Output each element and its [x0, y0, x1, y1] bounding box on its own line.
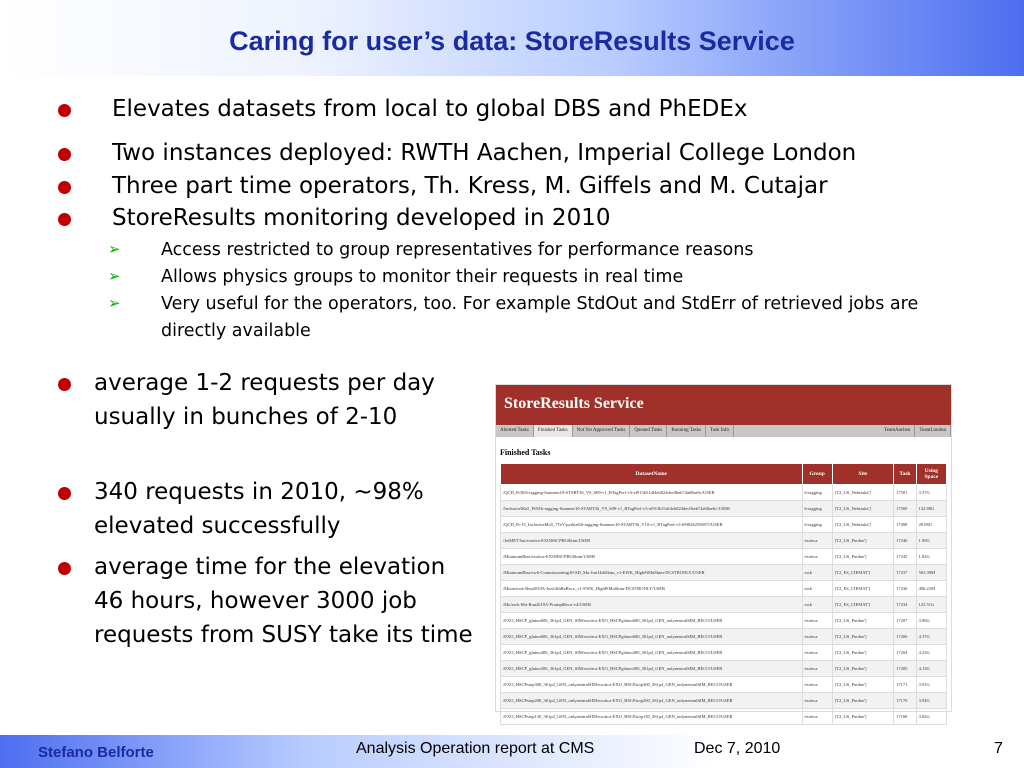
- table-cell[interactable]: /Muon/ewk-Run2010A-Jun14thReReco_v1-EWK_HighPtMuSkim-DCSTRONLY/USER: [501, 581, 803, 597]
- col-header: Task: [894, 464, 917, 485]
- table-cell: [T2_US_Purdue']: [832, 549, 893, 565]
- table-cell: [T2_US_Purdue']: [832, 661, 893, 677]
- table-cell: [T2_US_Purdue']: [832, 693, 893, 709]
- table-cell: 4.13G: [916, 661, 946, 677]
- table-cell: 1.90G: [916, 533, 946, 549]
- col-header: Using Space: [916, 464, 946, 485]
- table-row: [501, 613, 947, 629]
- table-row: [501, 485, 947, 501]
- table-cell: 3.94G: [916, 693, 946, 709]
- tab-queued[interactable]: Queued Tasks: [630, 425, 667, 437]
- table-row: [501, 677, 947, 693]
- subbullet-text: Access restricted to group representatives for performance reasons: [161, 240, 754, 260]
- screenshot-title: StoreResults Service: [504, 395, 644, 412]
- tab-not-yet-approved[interactable]: Not Yet Approved Tasks: [573, 425, 631, 437]
- table-cell: 17168: [894, 709, 917, 725]
- bullet-text: Two instances deployed: RWTH Aachen, Imperial College London: [112, 140, 857, 166]
- table-cell: [T2_US_Purdue']: [832, 709, 893, 725]
- footer-date: Dec 7, 2010: [694, 740, 781, 757]
- table-cell[interactable]: /InclusiveMu5_Pt50/b-tagging-Summer10-START36_V9_S09-v1_BTagPerf-v3-af913b51df4eb824dec0beb74a68ae6c/USER: [501, 501, 803, 517]
- slide-title: Caring for user’s data: StoreResults Service: [229, 26, 795, 56]
- table-cell: b-tagging: [802, 485, 832, 501]
- arrow-bullet-icon: ➢: [108, 294, 121, 312]
- tab-task-info[interactable]: Task Info: [706, 425, 734, 437]
- arrow-bullet-icon: ➢: [108, 267, 121, 285]
- table-cell: 17245: [894, 549, 917, 565]
- finished-tasks-table: [500, 463, 947, 725]
- left-bullet-text: average 1-2 requests per day usually in bunches of 2-10: [94, 370, 435, 430]
- table-cell: 496.22M: [916, 581, 946, 597]
- left-bullet-text: average time for the elevation 46 hours, however 3000 job requests from SUSY take its time: [94, 554, 473, 648]
- table-cell: exotica: [802, 613, 832, 629]
- table-cell: exotica: [802, 693, 832, 709]
- table-cell: 3.86G: [916, 613, 946, 629]
- table-cell: 17205: [894, 661, 917, 677]
- table-cell: 17501: [894, 485, 917, 501]
- table-row: [501, 501, 947, 517]
- tab-team-london[interactable]: TeamLondon: [915, 425, 951, 437]
- table-cell[interactable]: /MinimumBias/ewk-Commissioning10-SD_Mu-Jun14thSkim_v1-EWK_HighPtMuSkim-DCSTRONLY/USER: [501, 565, 803, 581]
- arrow-bullet-icon: ➢: [108, 240, 121, 258]
- table-row: [501, 629, 947, 645]
- table-row: [501, 533, 947, 549]
- table-cell: 17498: [894, 517, 917, 533]
- screenshot-header: [496, 385, 951, 425]
- table-cell[interactable]: /JetMETTau/exotica-EXOHSCPBGSkim/USER: [501, 533, 803, 549]
- table-cell: 1.82G: [916, 549, 946, 565]
- col-header: DatasetName: [501, 464, 803, 485]
- table-cell[interactable]: /QCD_Pt30/b-tagging-Summer10-START36_V9_S09-v1_BTagPerf-v3-af913b51df4eb824dec0beb74a68ae6c/USER: [501, 485, 803, 501]
- table-row: [501, 709, 947, 725]
- table-cell: 4.37G: [916, 629, 946, 645]
- table-cell: 17206: [894, 629, 917, 645]
- bullet-dot: [58, 148, 71, 161]
- tab-finished[interactable]: Finished Tasks: [534, 425, 573, 437]
- table-cell[interactable]: /EXO_HSCPstop300_361p4_GEN_onlyneutralSIM/exotica-EXO_HSCPstop300_361p4_GEN_onlyneutralSIM_RECO/USER: [501, 677, 803, 693]
- subbullet-text: Allows physics groups to monitor their requests in real time: [161, 267, 684, 287]
- table-cell: ewk: [802, 581, 832, 597]
- table-row: [501, 517, 947, 533]
- table-cell: 17246: [894, 533, 917, 549]
- bullet-dot: [58, 562, 71, 575]
- bullet-dot: [58, 378, 71, 391]
- storeresults-screenshot: [495, 384, 952, 719]
- table-cell: exotica: [802, 677, 832, 693]
- table-cell: ewk: [802, 597, 832, 613]
- table-cell: 17207: [894, 613, 917, 629]
- table-cell: [T2_US_Purdue']: [832, 613, 893, 629]
- table-row: [501, 645, 947, 661]
- screenshot-subtitle: Finished Tasks: [500, 448, 551, 457]
- table-row: [501, 565, 947, 581]
- bullet-dot: [58, 487, 71, 500]
- table-cell: 563.39M: [916, 565, 946, 581]
- table-cell: exotica: [802, 709, 832, 725]
- tab-running[interactable]: Running Tasks: [667, 425, 706, 437]
- table-cell: [T2_US_Nebraska']: [832, 485, 893, 501]
- table-cell[interactable]: /EXO_HSCP_gluino600_361p4_GEN_SIM/exotica-EXO_HSCPgluino600_361p4_GEN_onlyneutralSIM_RECO/USER: [501, 629, 803, 645]
- table-cell: 4.23G: [916, 645, 946, 661]
- table-cell: [T2_ES_CIEMAT']: [832, 565, 893, 581]
- table-cell[interactable]: /QCD_Pt-15_InclusiveMu5_7TeV-pythia6/b-tagging-Summer10-START36_V10-v1_BTagPerf-v3-69f826259697f/USER: [501, 517, 803, 533]
- table-cell: b-tagging: [802, 517, 832, 533]
- table-cell: 28.08G: [916, 517, 946, 533]
- left-bullet-text: 340 requests in 2010, ~98% elevated successfully: [94, 479, 424, 539]
- table-row: [501, 693, 947, 709]
- col-header: Site: [832, 464, 893, 485]
- table-cell: 3.91G: [916, 677, 946, 693]
- screenshot-tabbar: [496, 425, 951, 437]
- table-cell: [T2_US_Nebraska']: [832, 501, 893, 517]
- table-cell: 17171: [894, 677, 917, 693]
- footer-author: Stefano Belforte: [38, 744, 154, 761]
- subbullet-text: Very useful for the operators, too. For example StdOut and StdErr of retrieved jobs are directly available: [161, 294, 919, 341]
- table-row: [501, 581, 947, 597]
- table-cell[interactable]: /Mu/ewk-Mu-Run2010A-PromptReco-v4/USER: [501, 597, 803, 613]
- table-cell: ewk: [802, 565, 832, 581]
- table-cell: exotica: [802, 645, 832, 661]
- tab-team-aachen[interactable]: TeamAachen: [880, 425, 915, 437]
- table-cell[interactable]: /EXO_HSCP_gluino600_361p4_GEN_SIM/exotica-EXO_HSCPgluino600_361p4_GEN_onlyneutralSIM_RECO/USER: [501, 613, 803, 629]
- table-cell[interactable]: /EXO_HSCP_gluino300_361p4_GEN_SIM/exotica-EXO_HSCPgluino300_361p4_GEN_onlyneutralSIM_RECO/USER: [501, 661, 803, 677]
- table-row: [501, 597, 947, 613]
- table-cell: exotica: [802, 533, 832, 549]
- tab-aborted[interactable]: Aborted Tasks: [496, 425, 534, 437]
- table-cell: 132.88G: [916, 501, 946, 517]
- table-cell: 17236: [894, 581, 917, 597]
- bullet-text: Elevates datasets from local to global DBS and PhEDEx: [112, 96, 748, 122]
- table-cell: [T2_ES_CIEMAT']: [832, 581, 893, 597]
- table-cell: 3.82G: [916, 709, 946, 725]
- bullet-dot: [58, 104, 71, 117]
- col-header: Group: [802, 464, 832, 485]
- table-cell[interactable]: /MinimumBias/exotica-EXOHSCPBGSkim/USER: [501, 549, 803, 565]
- bullet-text: Three part time operators, Th. Kress, M. Giffels and M. Cutajar: [112, 173, 828, 199]
- table-cell: exotica: [802, 549, 832, 565]
- table-cell: 17204: [894, 645, 917, 661]
- bullet-dot: [58, 213, 71, 226]
- table-cell: 17500: [894, 501, 917, 517]
- bullet-dot: [58, 181, 71, 194]
- table-cell: [T2_ES_CIEMAT']: [832, 597, 893, 613]
- bullet-text: StoreResults monitoring developed in 2010: [112, 205, 611, 231]
- table-cell: b-tagging: [802, 501, 832, 517]
- table-cell: 3.37G: [916, 485, 946, 501]
- table-cell: 17170: [894, 693, 917, 709]
- table-cell: [T2_US_Purdue']: [832, 645, 893, 661]
- table-cell: [T2_US_Purdue']: [832, 629, 893, 645]
- table-cell: [T2_US_Purdue']: [832, 677, 893, 693]
- table-cell: exotica: [802, 629, 832, 645]
- page-number: 7: [994, 740, 1003, 757]
- table-cell: [T2_US_Nebraska']: [832, 517, 893, 533]
- footer-center: Analysis Operation report at CMS: [356, 740, 595, 757]
- table-row: [501, 661, 947, 677]
- table-cell[interactable]: /EXO_HSCPstop200_361p4_GEN_onlyneutralSIM/exotica-EXO_HSCPstop200_361p4_GEN_onlyneutralSIM_RECO/USER: [501, 693, 803, 709]
- table-row: [501, 549, 947, 565]
- table-cell: [T2_US_Purdue']: [832, 533, 893, 549]
- table-cell: exotica: [802, 661, 832, 677]
- table-cell[interactable]: /EXO_HSCPstop130_361p4_GEN_onlyneutralSIM/exotica-EXO_HSCPstop130_361p4_GEN_onlyneutralSIM_RECO/USER: [501, 709, 803, 725]
- table-cell: 125.51G: [916, 597, 946, 613]
- table-cell[interactable]: /EXO_HSCP_gluino400_361p4_GEN_SIM/exotica-EXO_HSCPgluino400_361p4_GEN_onlyneutralSIM_RECO/USER: [501, 645, 803, 661]
- table-cell: 17234: [894, 597, 917, 613]
- table-cell: 17237: [894, 565, 917, 581]
